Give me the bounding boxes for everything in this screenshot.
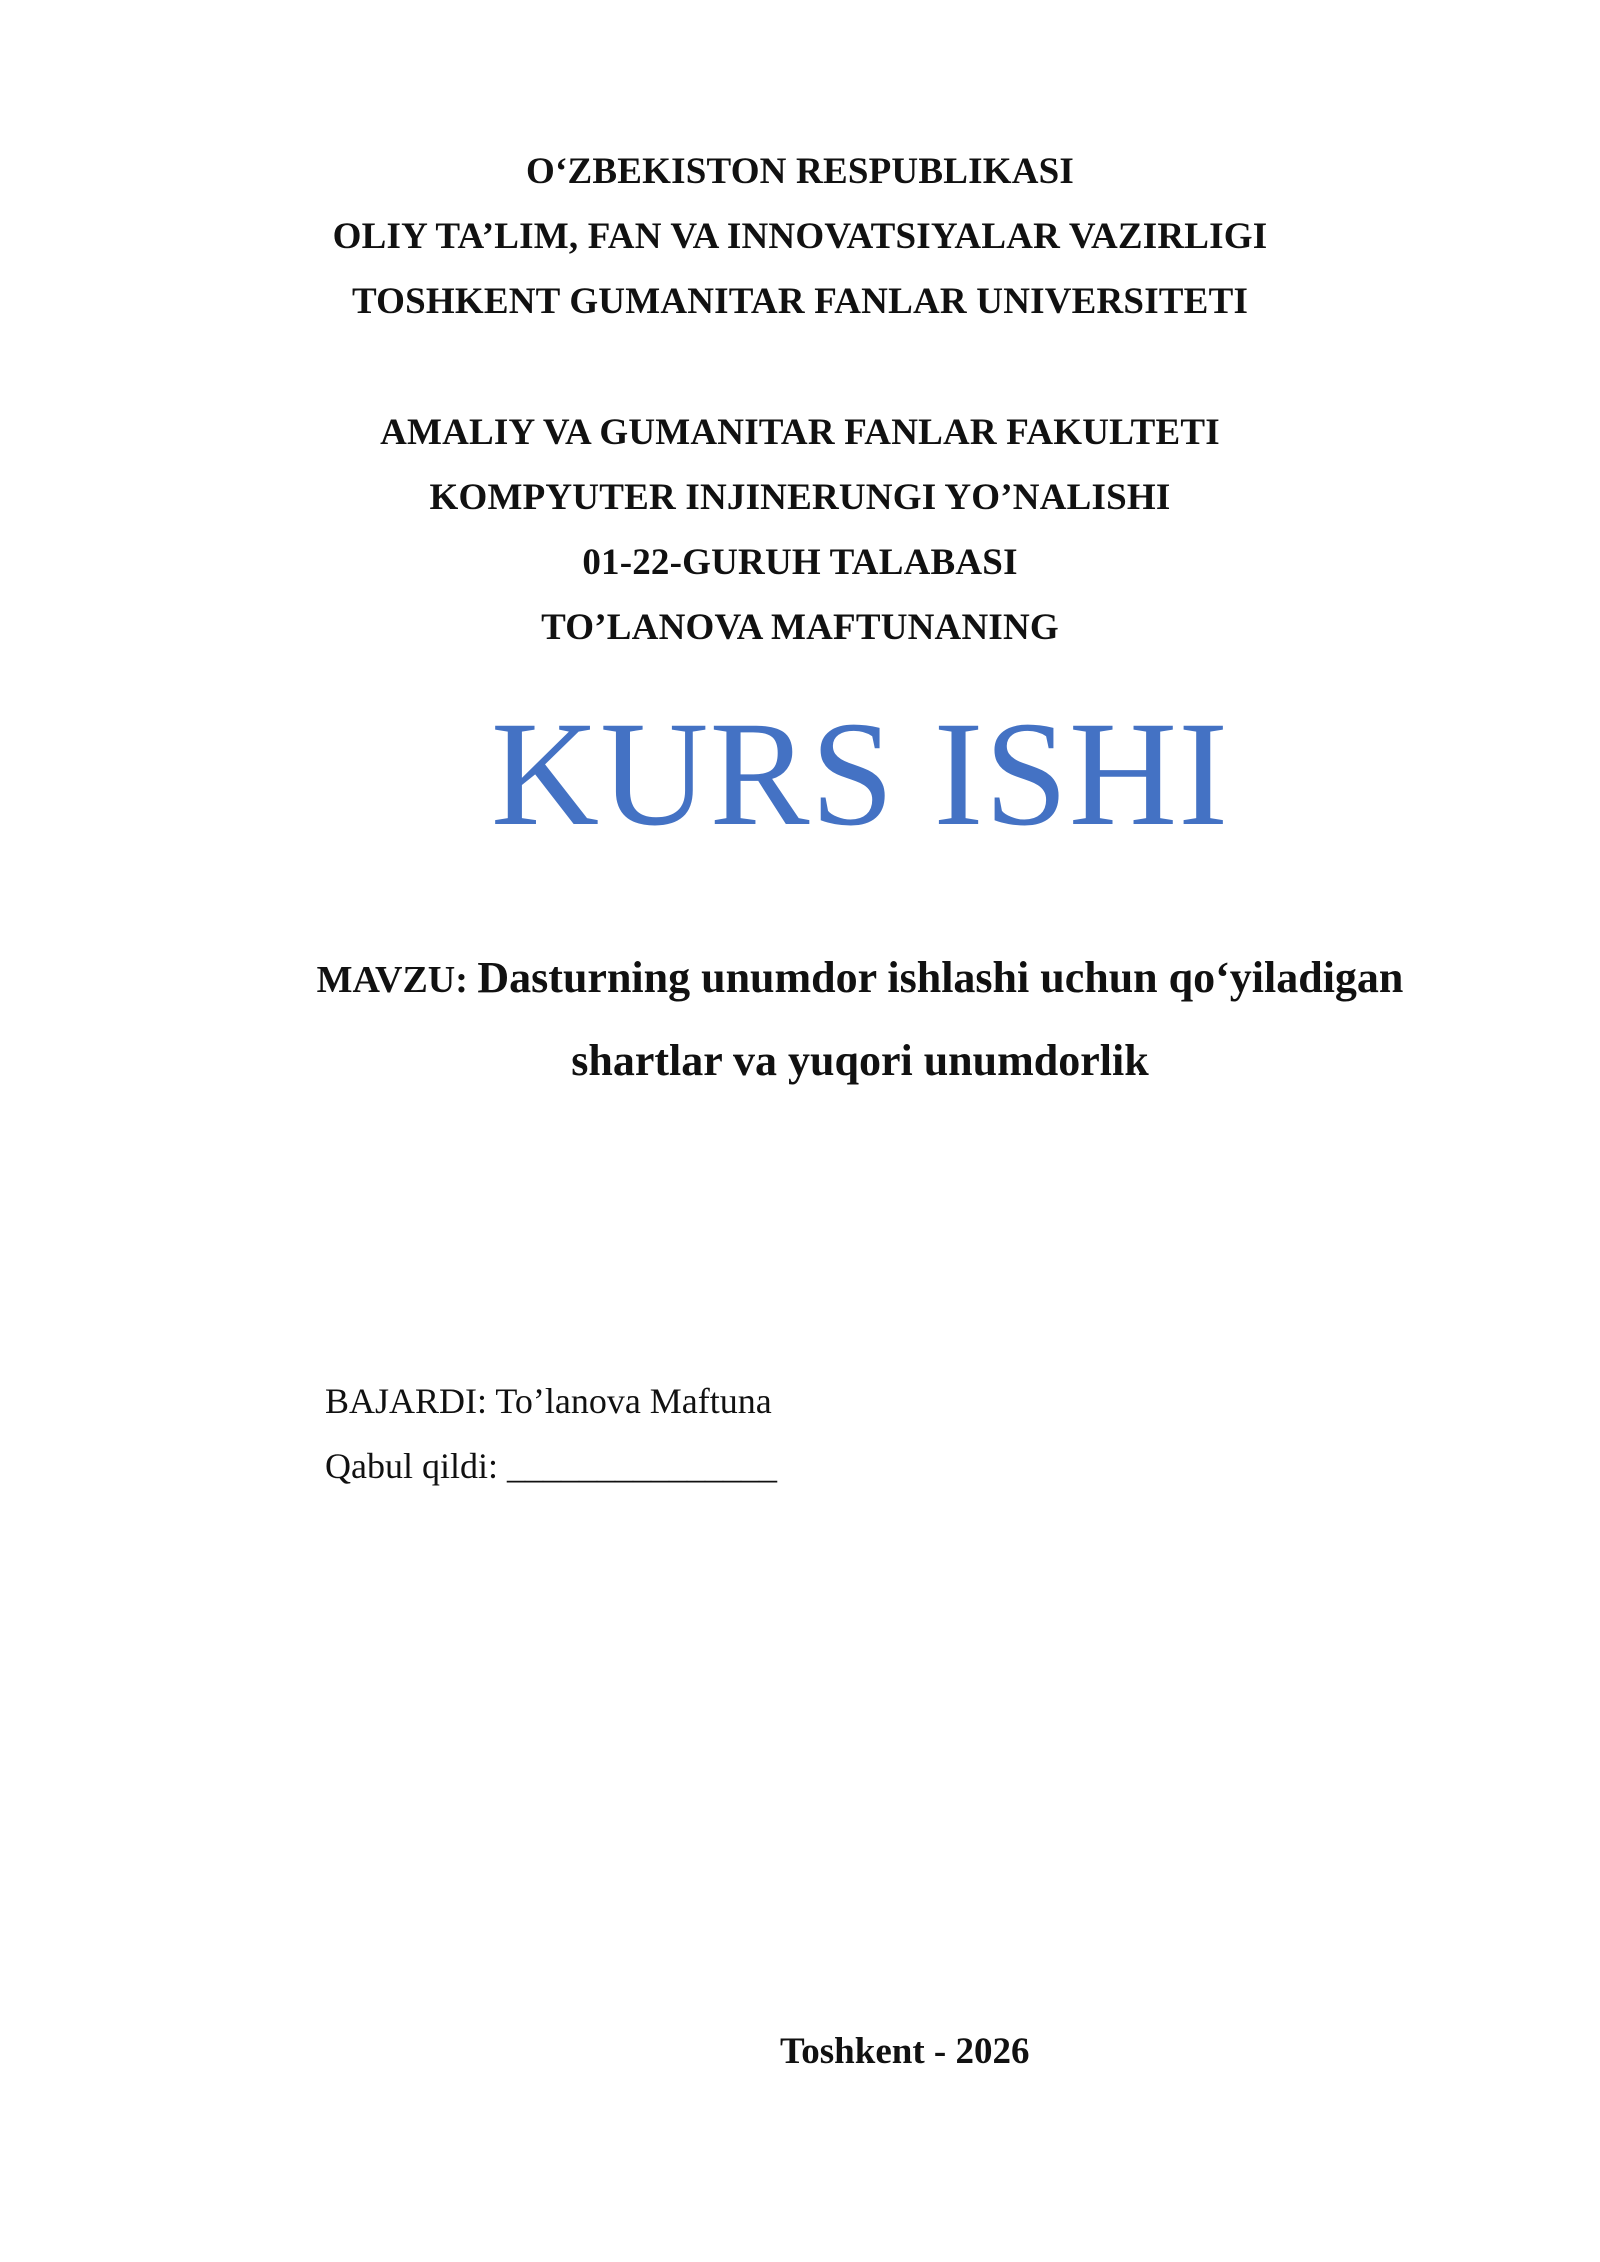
topic-label: MAVZU:	[316, 959, 478, 1001]
topic-text-1: Dasturning unumdor ishlashi uchun qo‘yiladigan	[477, 953, 1404, 1002]
document-title: KURS ISHI	[490, 691, 1230, 857]
performed-by: BAJARDI: To’lanova Maftuna	[325, 1381, 772, 1421]
topic-line-1	[0, 952, 1600, 1003]
country-heading: O‘ZBEKISTON RESPUBLIKASI	[526, 151, 1074, 192]
student-heading: TO’LANOVA MAFTUNANING	[541, 607, 1059, 648]
city-year: Toshkent - 2026	[780, 2031, 1030, 2072]
ministry-heading: OLIY TA’LIM, FAN VA INNOVATSIYALAR VAZIRLIGI	[332, 216, 1268, 257]
topic-line-2: shartlar va yuqori unumdorlik	[571, 1036, 1149, 1085]
specialty-heading: KOMPYUTER INJINERUNGI YO’NALISHI	[429, 477, 1171, 518]
accepted-by: Qabul qildi: _______________	[325, 1446, 777, 1486]
group-heading: 01-22-GURUH TALABASI	[582, 542, 1018, 583]
faculty-heading: AMALIY VA GUMANITAR FANLAR FAKULTETI	[380, 412, 1220, 453]
university-heading: TOSHKENT GUMANITAR FANLAR UNIVERSITETI	[351, 281, 1249, 322]
